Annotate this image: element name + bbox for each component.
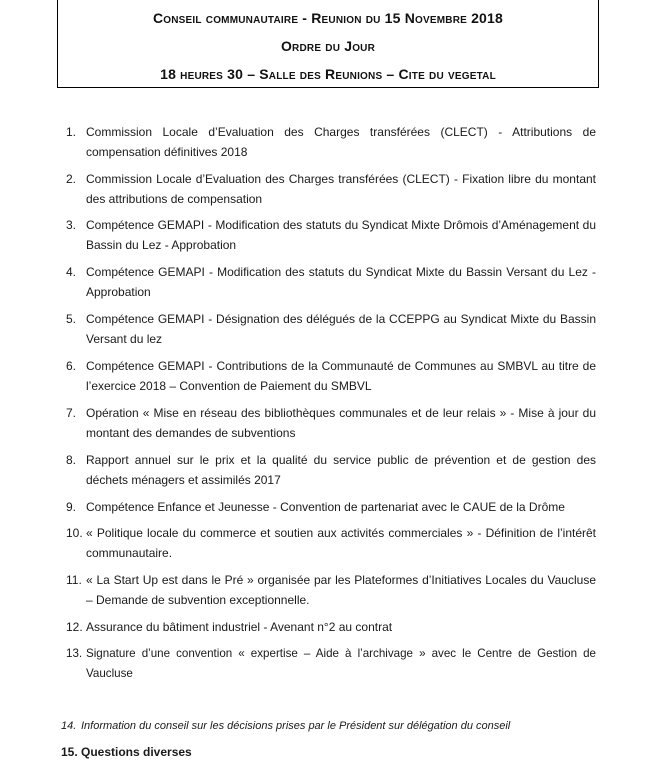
item-number: 9. — [66, 500, 77, 514]
item-number: 1. — [66, 125, 77, 139]
item-number: 7. — [66, 406, 77, 420]
item-number: 11. — [66, 573, 82, 587]
meeting-title: Conseil communautaire - Reunion du 15 Novembre 2018 — [152, 10, 504, 26]
item-number: 4. — [66, 265, 77, 279]
item-text: « La Start Up est dans le Pré » organisée par les Plateformes d’Initiatives Locales du Vaucluse – Demande de subvention exceptionnelle. — [86, 573, 596, 607]
item-text: Compétence Enfance et Jeunesse - Convention de partenariat avec le CAUE de la Drôme — [86, 500, 565, 514]
item-number: 15. — [61, 745, 78, 759]
item-number: 14. — [61, 720, 77, 732]
item-number: 8. — [66, 453, 77, 467]
item-text: Questions diverses — [81, 745, 192, 759]
item-text: Commission Locale d’Evaluation des Charges transférées (CLECT) - Attributions de compensation définitives 2018 — [86, 125, 596, 159]
item-text: Commission Locale d’Evaluation des Charges transférées (CLECT) - Fixation libre du montant des attributions de compensation — [86, 172, 596, 206]
meeting-time-location: 18 heures 30 – Salle des Reunions – Cite du vegetal — [160, 66, 496, 82]
item-number: 6. — [66, 359, 77, 373]
item-text: « Politique locale du commerce et soutien aux activités commerciales » - Définition de l’intérêt communautaire. — [86, 526, 596, 560]
item-text: Compétence GEMAPI - Désignation des délégués de la CCEPPG au Syndicat Mixte du Bassin Versant du lez — [86, 312, 596, 346]
item-number: 2. — [66, 172, 77, 186]
item-text: Compétence GEMAPI - Modification des statuts du Syndicat Mixte du Bassin Versant du Lez - Approbation — [86, 265, 596, 299]
item-number: 10. — [66, 526, 83, 540]
item-text: Compétence GEMAPI - Contributions de la Communauté de Communes au SMBVL au titre de l’exercice 2018 – Convention de Paiement du SMBVL — [86, 359, 596, 393]
item-text: Rapport annuel sur le prix et la qualité du service public de prévention et de gestion des déchets ménagers et assimilés 2017 — [86, 453, 596, 487]
item-number: 5. — [66, 312, 77, 326]
item-text: Information du conseil sur les décisions prises par le Président sur délégation du conseil — [81, 720, 511, 732]
agenda-header — [57, 0, 599, 88]
agenda-title: Ordre du Jour — [280, 38, 376, 54]
item-text: Signature d’une convention « expertise – Aide à l’archivage » avec le Centre de Gestion de Vaucluse — [86, 647, 596, 680]
item-number: 13. — [66, 647, 83, 660]
item-text: Opération « Mise en réseau des bibliothèques communales et de leur relais » - Mise à jour du montant des demandes de subventions — [86, 406, 596, 440]
item-number: 3. — [66, 218, 77, 232]
item-text: Compétence GEMAPI - Modification des statuts du Syndicat Mixte Drômois d’Aménagement du Bassin du Lez - Approbation — [86, 218, 596, 252]
item-text: Assurance du bâtiment industriel - Avenant n°2 au contrat — [86, 620, 393, 634]
item-number: 12. — [66, 620, 83, 634]
